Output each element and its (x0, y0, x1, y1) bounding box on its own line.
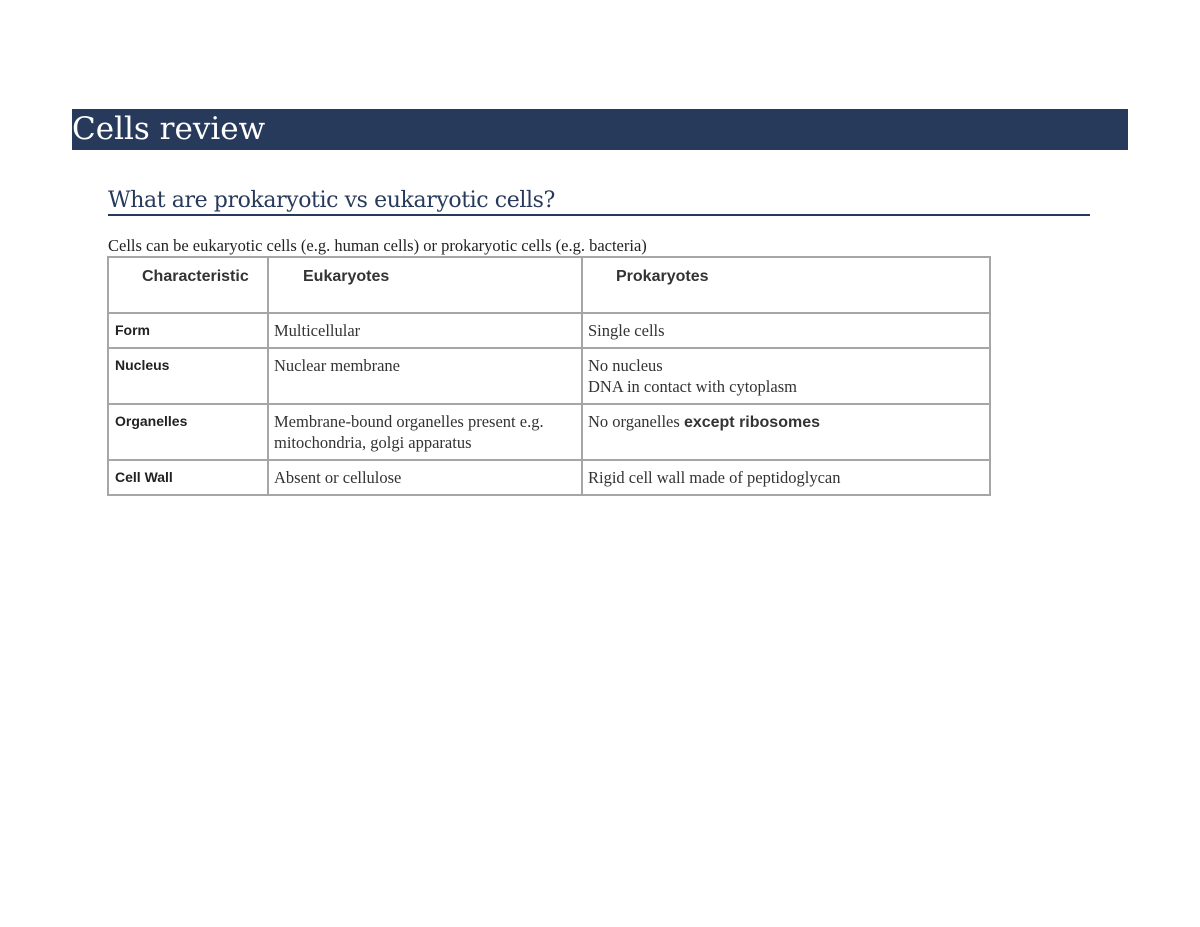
prokaryotes-cell (582, 404, 990, 460)
section-heading (108, 186, 1090, 216)
row-label: Cell Wall (115, 469, 173, 485)
prokaryotes-value (583, 461, 989, 494)
table-row (108, 404, 990, 460)
row-label-cell (108, 348, 268, 404)
prokaryotes-line: Single cells (588, 321, 665, 340)
eukaryotes-cell (268, 313, 582, 348)
table-row (108, 460, 990, 495)
table-row (108, 313, 990, 348)
row-label: Form (115, 322, 150, 338)
title-bar (72, 109, 1128, 150)
prokaryotes-line: No nucleus (588, 356, 663, 375)
prokaryotes-cell (582, 348, 990, 404)
eukaryotes-value: Absent or cellulose (274, 468, 402, 487)
header-cell-characteristic (108, 257, 268, 313)
header-eukaryotes: Eukaryotes (303, 268, 390, 285)
header-characteristic: Characteristic (142, 268, 249, 285)
comparison-table (107, 256, 991, 496)
header-prokaryotes: Prokaryotes (616, 268, 709, 285)
row-label-cell (108, 460, 268, 495)
row-label: Nucleus (115, 357, 170, 373)
prokaryotes-value (583, 405, 989, 439)
prokaryotes-value (583, 314, 989, 347)
prokaryotes-value (583, 349, 989, 403)
prokaryotes-plain-text: No organelles (588, 412, 684, 431)
eukaryotes-cell (268, 348, 582, 404)
row-label: Organelles (115, 413, 188, 429)
prokaryotes-cell (582, 313, 990, 348)
eukaryotes-cell (268, 460, 582, 495)
intro-paragraph: Cells can be eukaryotic cells (e.g. human cells) or prokaryotic cells (e.g. bacteria) (108, 236, 647, 255)
eukaryotes-value: Membrane-bound organelles present e.g. mitochondria, golgi apparatus (274, 412, 544, 452)
prokaryotes-cell (582, 460, 990, 495)
prokaryotes-line: DNA in contact with cytoplasm (588, 377, 797, 396)
table-row (108, 348, 990, 404)
header-cell-prokaryotes (582, 257, 990, 313)
table-header-row (108, 257, 990, 313)
eukaryotes-value: Multicellular (274, 321, 361, 340)
header-cell-eukaryotes (268, 257, 582, 313)
eukaryotes-value: Nuclear membrane (274, 356, 400, 375)
prokaryotes-line: Rigid cell wall made of peptidoglycan (588, 468, 841, 487)
eukaryotes-cell (268, 404, 582, 460)
row-label-cell (108, 313, 268, 348)
row-label-cell (108, 404, 268, 460)
page-title: Cells review (72, 111, 266, 147)
section-heading-text: What are prokaryotic vs eukaryotic cells? (108, 188, 555, 213)
prokaryotes-bold-text: except ribosomes (683, 414, 820, 431)
